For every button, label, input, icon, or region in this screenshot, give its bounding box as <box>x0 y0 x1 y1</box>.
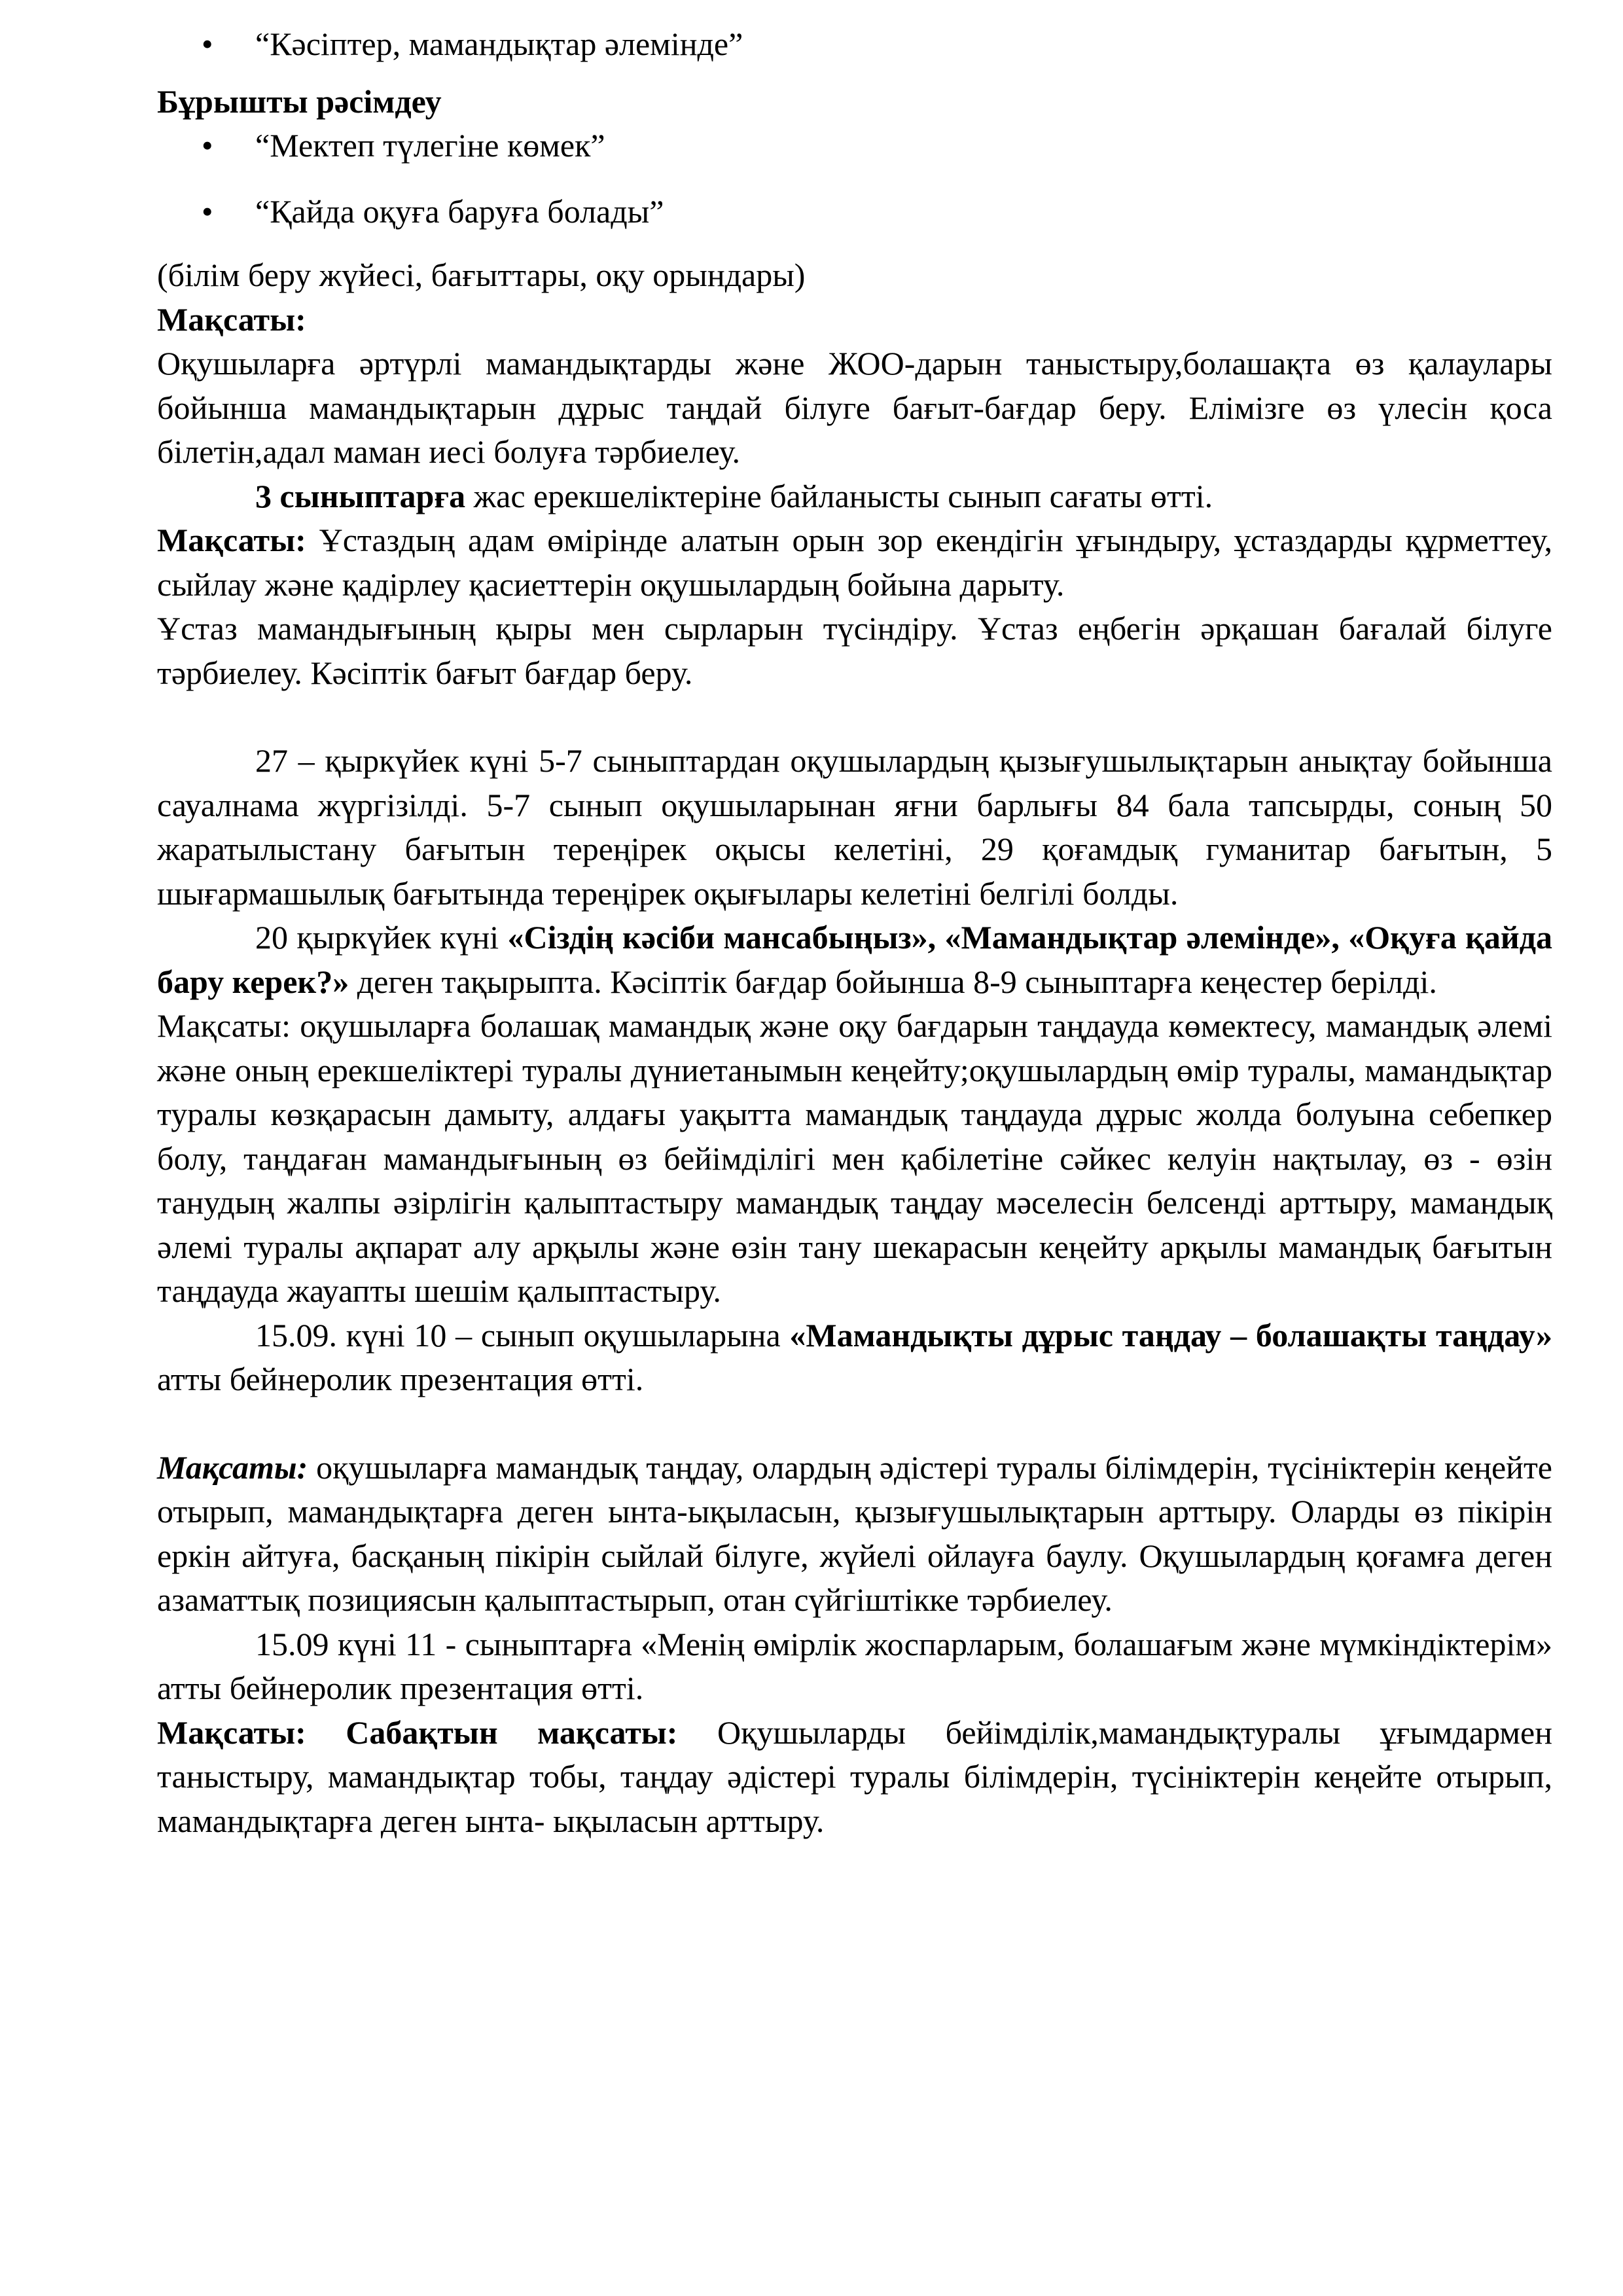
bold-text: «Сіздің кәсіби мансабыңыз», «Мамандықтар әлемінде», «Оқуға қайда бару керек?» <box>157 919 1552 1000</box>
paragraph: Мақсаты: оқушыларға болашақ мамандық және оқу бағдарын таңдауда көмектесу, мамандық әлемі және оның ерекшеліктері туралы дүниетанымын кеңейту;оқушылардың өмір туралы, мамандықтар туралы көзқарасын дамыту, алдағы уақытта мамандық таңдауда дұрыс жолда болуына себепкер болу, таңдаған мамандығының өз бейімділігі мен қабілетіне сәйкес келуін нақтылау, өз - өзін танудың жалпы әзірлігін қалыптастыру мамандық таңдау мәселесін белсенді арттыру, мамандық әлемі туралы ақпарат алу арқылы және өзін тану шекарасын кеңейту арқылы мамандық бағытын таңдауда жауапты шешім қалыптастыру. <box>157 1007 1552 1309</box>
paragraph: 27 – қыркүйек күні 5-7 сыныптардан оқушылардың қызығушылықтарын анықтау бойынша сауалнама жүргізілді. 5-7 сынып оқушыларынан яғни барлығы 84 бала тапсырды, соның 50 жаратылыстану бағытын тереңірек оқысы келетіні, 29 қоғамдық гуманитар бағытын, 5 шығармашылық бағытында тереңірек оқығылары келетіні белгілі болды. <box>157 742 1552 912</box>
bullet-text: “Кәсіптер, мамандықтар әлемінде” <box>255 26 743 62</box>
text: 20 қыркүйек күні <box>255 919 508 956</box>
paragraph <box>157 1314 1552 1402</box>
goal-label: Мақсаты: Сабақтын мақсаты: <box>157 1713 678 1751</box>
paragraph: Ұстаз мамандығының қыры мен сырларын түсіндіру. Ұстаз еңбегін әрқашан бағалай білуге тәрбиелеу. Кәсіптік бағыт бағдар беру. <box>157 610 1552 691</box>
paragraph <box>157 518 1552 607</box>
bullet-icon: • <box>202 127 213 164</box>
blank-line <box>157 695 1552 739</box>
bold-text: 3 сыныптарға <box>255 477 466 514</box>
document-page <box>157 0 1552 1843</box>
bullet-item <box>157 22 1552 67</box>
bullet-text: “Мектеп түлегіне көмек” <box>255 127 605 164</box>
note-paragraph: (білім беру жүйесі, бағыттары, оқу орындары) <box>157 257 806 293</box>
text: атты бейнеролик презентация өтті. <box>157 1361 644 1397</box>
goal-label: Мақсаты: <box>157 1448 308 1486</box>
text: жас ерекшеліктеріне байланысты сынып сағаты өтті. <box>465 477 1213 514</box>
paragraph <box>157 475 1552 519</box>
bullet-icon: • <box>202 26 213 62</box>
bold-text: «Мамандықты дұрыс таңдау – болашақты таңдау» <box>789 1316 1552 1354</box>
blank-line <box>157 1402 1552 1446</box>
text: деген тақырыпта. Кәсіптік бағдар бойынша 8-9 сыныптарға кеңестер берілді. <box>349 963 1437 1000</box>
paragraph: Оқушыларға әртүрлі мамандықтарды және ЖОО-дарын таныстыру,болашақта өз қалаулары бойынша мамандықтарын дұрыс таңдай білуге бағыт-бағдар беру. Елімізге өз үлесін қоса білетін,адал маман иесі болуға тәрбиелеу. <box>157 345 1552 470</box>
goal-label: Мақсаты: <box>157 300 306 338</box>
paragraph <box>157 1446 1552 1623</box>
goal-label: Мақсаты: <box>157 522 306 558</box>
text: 15.09. күні 10 – сынып оқушыларына <box>255 1316 790 1354</box>
bullet-item <box>157 124 1552 168</box>
section-heading: Бұрышты рәсімдеу <box>157 82 442 120</box>
paragraph <box>157 916 1552 1004</box>
bullet-text: “Қайда оқуға баруға болады” <box>255 192 664 230</box>
bullet-item <box>157 190 1552 234</box>
text: Ұстаздың адам өмірінде алатын орын зор екендігін ұғындыру, ұстаздарды құрметтеу, сыйлау және қадірлеу қасиеттерін оқушылардың бойына дарыту. <box>157 522 1552 603</box>
text: Оқушыларды бейімділік,мамандықтуралы ұғымдармен таныстыру, мамандықтар тобы, таңдау әдістері туралы білімдерін, түсініктерін кеңейте отырып, мамандықтарға деген ынта- ықыласын арттыру. <box>157 1713 1552 1839</box>
bullet-icon: • <box>202 192 213 230</box>
text: оқушыларға мамандық таңдау, олардың әдістері туралы білімдерін, түсініктерін кеңейте отырып, мамандықтарға деген ынта-ықыласын, қызығушылықтарын арттыру. Оларды өз пікірін еркін айтуға, басқаның пікірін сыйлай білуге, жүйелі ойлауға баулу. Оқушылардың қоғамға деген азаматтық позициясын қалыптастырып, отан сүйгіштікке тәрбиелеу. <box>157 1448 1552 1618</box>
paragraph: 15.09 күні 11 - сыныптарға «Менің өмірлік жоспарларым, болашағым және мүмкіндіктерім» атты бейнеролик презентация өтті. <box>157 1625 1552 1706</box>
paragraph <box>157 1711 1552 1844</box>
